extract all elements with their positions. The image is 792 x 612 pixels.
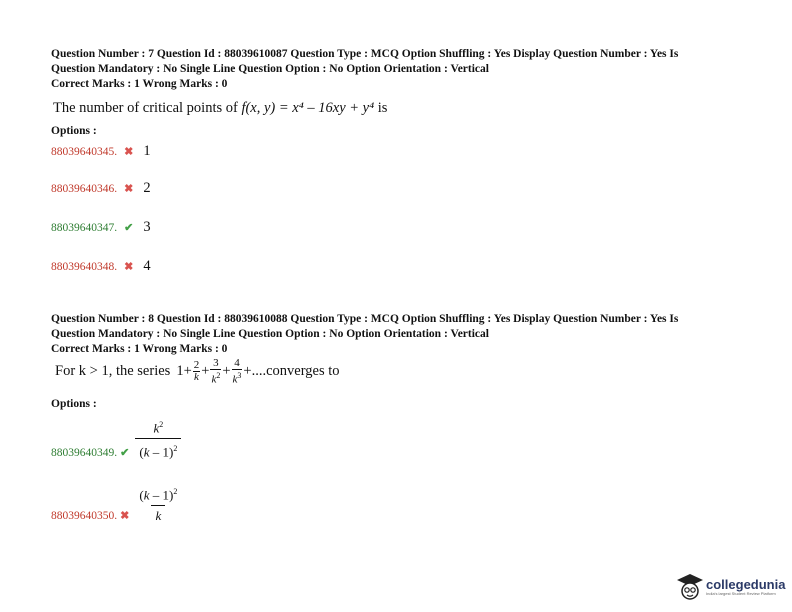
wrong-mark-icon: ✖	[124, 261, 134, 273]
correct-mark-icon: ✔	[124, 222, 134, 234]
logo-tagline: India's largest Student Review Platform	[706, 590, 776, 596]
option-id: 88039640349.	[51, 446, 118, 459]
series-start: 1+	[176, 363, 192, 380]
q7-meta-line3: Correct Marks : 1 Wrong Marks : 0	[51, 78, 228, 90]
q8-meta-line3: Correct Marks : 1 Wrong Marks : 0	[51, 343, 228, 355]
q7-question-suffix: is	[377, 100, 388, 116]
q7-options-label: Options :	[51, 125, 97, 137]
series-end: +....converges to	[243, 363, 340, 380]
q8-option-2[interactable]	[51, 484, 181, 524]
q7-option-4[interactable]	[51, 257, 151, 275]
q7-meta-line1: Question Number : 7 Question Id : 88039610087 Question Type : MCQ Option Shuffling : Yes Display Question Number : Yes Is	[51, 48, 679, 60]
option-id: 88039640346.	[51, 183, 118, 195]
wrong-mark-icon: ✖	[124, 146, 134, 158]
option-formula: $\frac{(k - 1)^2}{k}$	[139, 487, 178, 524]
q7-function: f(x, y) = x⁴ – 16xy + y⁴	[241, 100, 375, 116]
series-term-3: $\frac{3}{k^2}$	[211, 357, 221, 386]
option-value: 3	[143, 219, 151, 235]
q7-option-3[interactable]	[51, 218, 151, 236]
q7-question-text	[53, 100, 387, 117]
graduate-face-icon	[676, 572, 704, 602]
q7-option-2[interactable]	[51, 179, 151, 197]
correct-mark-icon: ✔	[120, 446, 130, 459]
logo-name: collegedunia	[706, 576, 786, 592]
q8-question-text: For k > 1, the series 1+ $\frac{2}{k}$ + $\frac{3}{k^2}$ + $\frac{4}{k^3}$ +....converges to	[55, 357, 340, 386]
option-id: 88039640347.	[51, 222, 118, 234]
wrong-mark-icon: ✖	[120, 510, 130, 523]
q8-question-prefix: For k > 1, the series	[55, 363, 171, 380]
option-formula: $\frac{k^2}{(k - 1)^2}$	[135, 417, 181, 461]
q8-meta	[51, 312, 751, 357]
series-term-4: $\frac{4}{k^3}$	[232, 357, 242, 386]
option-value: 2	[143, 180, 151, 196]
q8-options-label: Options :	[51, 398, 97, 410]
q7-meta-line2: Question Mandatory : No Single Line Question Option : No Option Orientation : Vertical	[51, 63, 489, 75]
collegedunia-logo	[676, 572, 785, 602]
q8-option-1[interactable]	[51, 417, 181, 461]
option-id: 88039640350.	[51, 510, 118, 523]
q7-option-1[interactable]	[51, 142, 151, 160]
wrong-mark-icon: ✖	[124, 183, 134, 195]
q8-meta-line1: Question Number : 8 Question Id : 88039610088 Question Type : MCQ Option Shuffling : Yes Display Question Number : Yes Is	[51, 313, 679, 325]
series-term-2: $\frac{2}{k}$	[193, 359, 200, 384]
option-id: 88039640345.	[51, 146, 118, 158]
option-id: 88039640348.	[51, 261, 118, 273]
q7-question-prefix: The number of critical points of	[53, 100, 238, 116]
q7-meta	[51, 47, 751, 92]
q8-meta-line2: Question Mandatory : No Single Line Question Option : No Option Orientation : Vertical	[51, 328, 489, 340]
option-value: 1	[143, 143, 151, 159]
option-value: 4	[143, 258, 151, 274]
